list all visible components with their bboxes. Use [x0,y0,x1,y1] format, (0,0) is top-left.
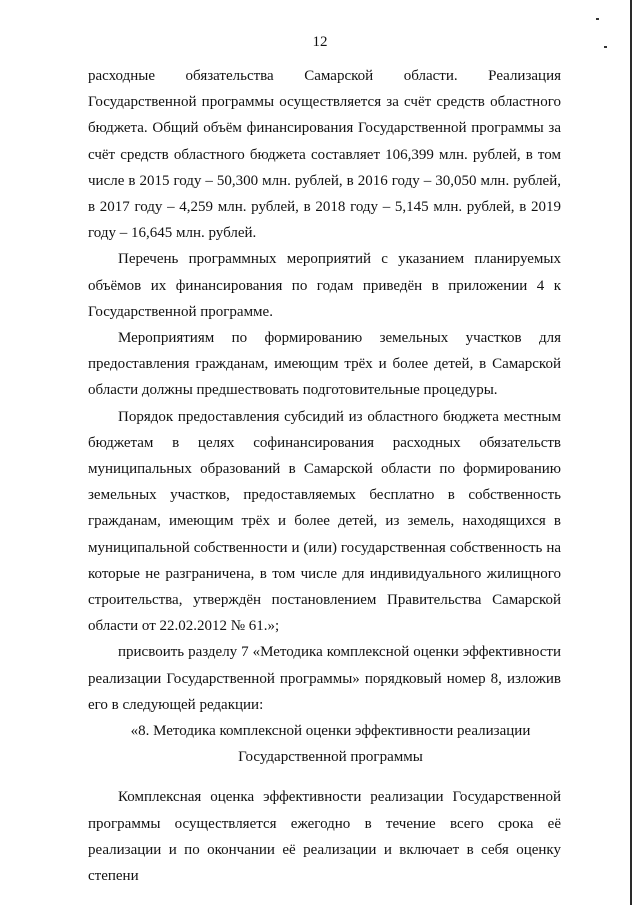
section-heading [88,718,561,770]
section-heading-line2: Государственной программы [238,749,423,766]
document-body [88,63,561,889]
paragraph-evaluation: Комплексная оценка эффективности реализации Государственной программы осуществляется ежегодно в течение всего срока её реализации и по окончании её реализации и включает в себя оценку степени [88,789,561,885]
paragraph-land-plots: Мероприятиям по формированию земельных участков для предоставления гражданам, имеющим трёх и более детей, в Самарской области должны предшествовать подготовительные процедуры. [88,330,561,399]
paragraph-program-activities: Перечень программных мероприятий с указанием планируемых объёмов их финансирования по годам приведён в приложении 4 к Государственной программе. [88,251,561,320]
page-number: 12 [312,34,328,50]
paragraph-section-renumbering: присвоить разделу 7 «Методика комплексной оценки эффективности реализации Государственной программы» порядковый номер 8, изложив его в следующей редакции: [88,644,561,713]
paragraph-financing: расходные обязательства Самарской области. Реализация Государственной программы осуществляется за счёт средств областного бюджета. Общий объём финансирования Государственной программы за счёт средств областного бюджета составляет 106,399 млн. рублей, в том числе в 2015 году – 50,300 млн. рублей, в 2016 году – 30,050 млн. рублей, в 2017 году – 4,259 млн. рублей, в 2018 году – 5,145 млн. рублей, в 2019 году – 16,645 млн. рублей. [88,68,561,242]
paragraph-subsidies-procedure: Порядок предоставления субсидий из областного бюджета местным бюджетам в целях софинансирования расходных обязательств муниципальных образований в Самарской области по формированию земельных участков, предоставляемых бесплатно в собственность гражданам, имеющим трёх и более детей, из земель, находящихся в муниципальной собственности и (или) государственная собственность на которые не разграничена, в том числе для индивидуального жилищного строительства, утверждён постановлением Правительства Самарской области от 22.02.2012 № 61.»; [88,408,561,635]
section-heading-line1: «8. Методика комплексной оценки эффективности реализации [130,723,531,740]
page-edge-line [630,0,632,905]
scan-speck [596,18,599,20]
